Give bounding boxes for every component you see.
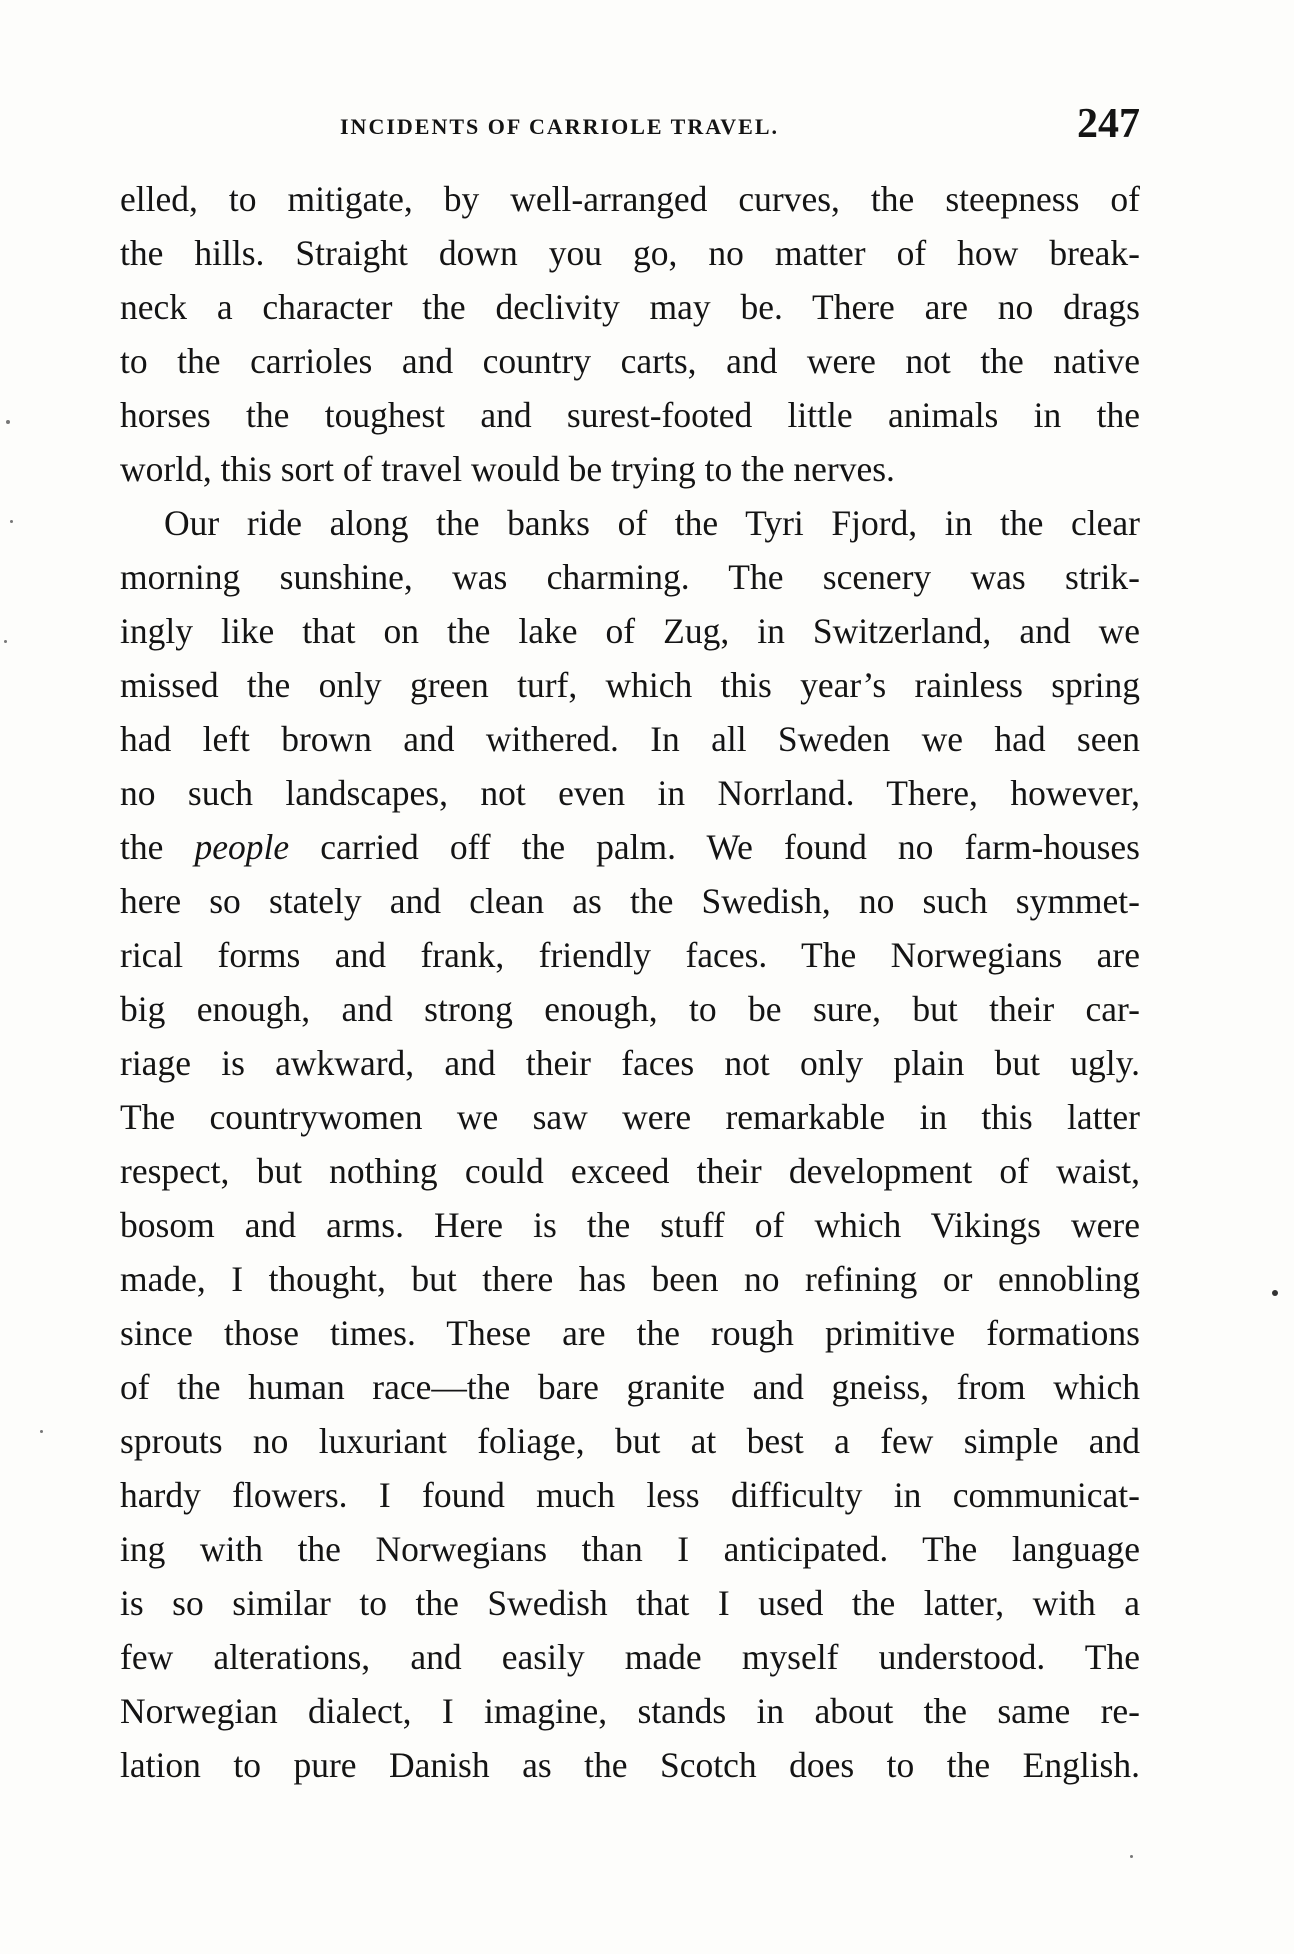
text-line: rical forms and frank, friendly faces. The Norwegians are [120,935,1140,975]
text-line: missed the only green turf, which this year’s rainless spring [120,665,1140,705]
text-line: respect, but nothing could exceed their development of waist, [120,1151,1140,1191]
scan-speck [40,1430,43,1433]
paragraph-start-line: Our ride along the banks of the Tyri Fjord, in the clear [164,503,1140,543]
text-line: had left brown and withered. In all Sweden we had seen [120,719,1140,759]
scan-speck [1130,1855,1133,1858]
text-line: to the carrioles and country carts, and were not the native [120,341,1140,381]
scan-speck [4,640,7,643]
text-line: horses the toughest and surest-footed little animals in the [120,395,1140,435]
text-line: neck a character the declivity may be. There are no drags [120,287,1140,327]
text-line: of the human race—the bare granite and gneiss, from which [120,1367,1140,1407]
text-line: made, I thought, but there has been no refining or ennobling [120,1259,1140,1299]
page-header [120,100,1140,160]
text-fragment: the [120,827,164,867]
text-line: Norwegian dialect, I imagine, stands in about the same re- [120,1691,1140,1731]
page-number: 247 [1077,101,1140,147]
scan-speck [6,420,10,424]
text-line: sprouts no luxuriant foliage, but at best a few simple and [120,1421,1140,1461]
text-line: big enough, and strong enough, to be sure, but their car- [120,989,1140,1029]
text-line: riage is awkward, and their faces not only plain but ugly. [120,1043,1140,1083]
text-fragment: carried off the palm. We found no farm-houses [289,827,1140,867]
text-line: is so similar to the Swedish that I used the latter, with a [120,1583,1140,1623]
text-line: few alterations, and easily made myself understood. The [120,1637,1140,1677]
text-line: bosom and arms. Here is the stuff of which Vikings were [120,1205,1140,1245]
text-line: here so stately and clean as the Swedish, no such symmet- [120,881,1140,921]
scan-speck [1272,1290,1278,1296]
running-head: INCIDENTS OF CARRIOLE TRAVEL. [340,114,780,139]
text-line: hardy flowers. I found much less difficulty in communicat- [120,1475,1140,1515]
text-line: elled, to mitigate, by well-arranged curves, the steepness of [120,179,1140,219]
text-line: The countrywomen we saw were remarkable in this latter [120,1097,1140,1137]
text-line: lation to pure Danish as the Scotch does to the English. [120,1745,1140,1785]
italic-word: people [194,827,290,867]
text-line: no such landscapes, not even in Norrland. There, however, [120,773,1140,813]
text-line: since those times. These are the rough primitive formations [120,1313,1140,1353]
scan-speck [10,520,13,523]
text-line-with-italic [120,820,1140,874]
text-line: ingly like that on the lake of Zug, in Switzerland, and we [120,611,1140,651]
text-line: world, this sort of travel would be trying to the nerves. [120,449,895,489]
text-line: morning sunshine, was charming. The scenery was strik- [120,557,1140,597]
body-text [120,172,1140,1792]
text-line: ing with the Norwegians than I anticipated. The language [120,1529,1140,1569]
text-line: the hills. Straight down you go, no matter of how break- [120,233,1140,273]
